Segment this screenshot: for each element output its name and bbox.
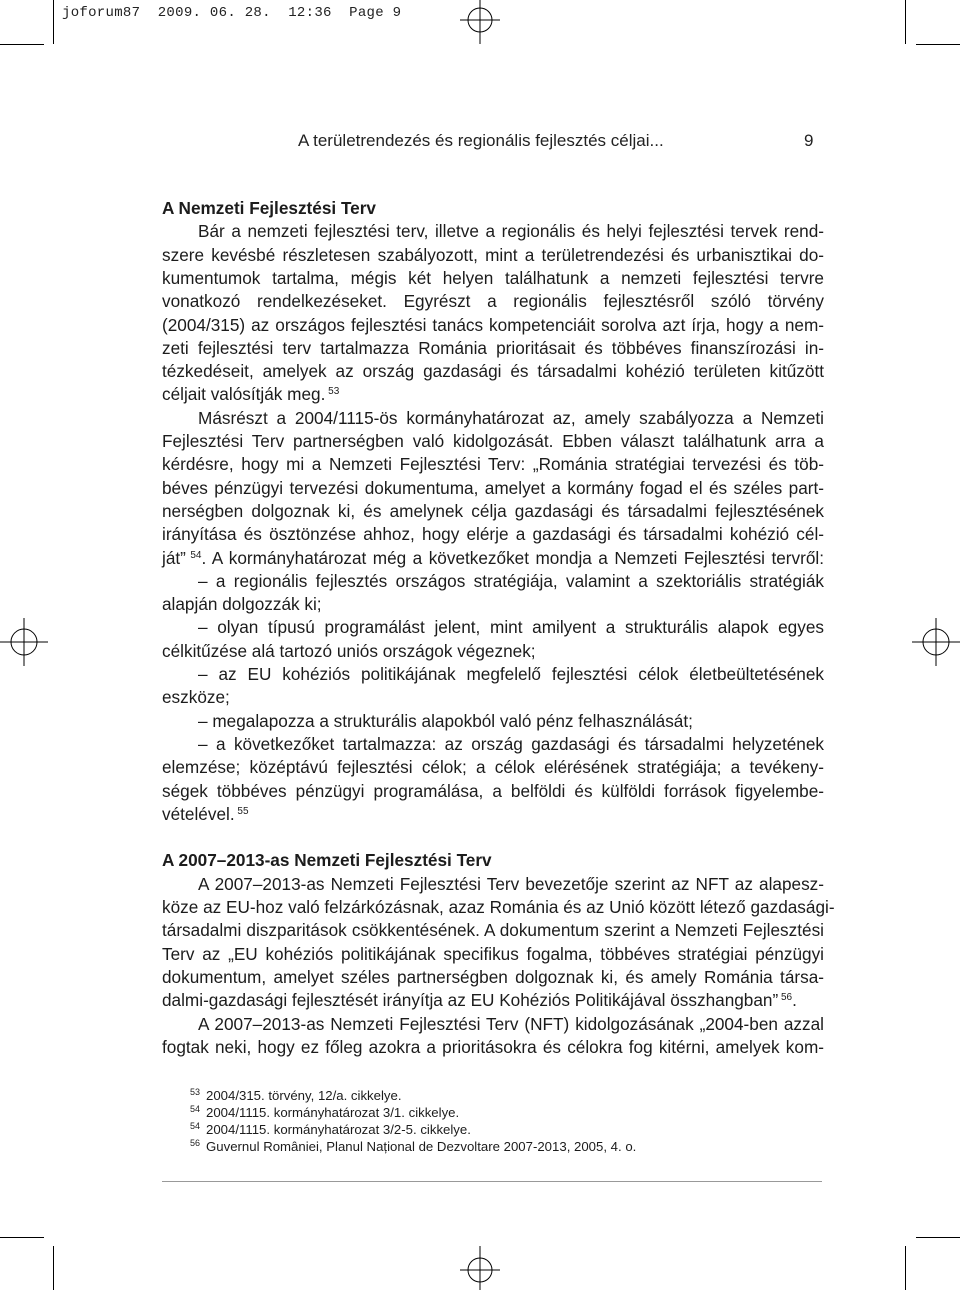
page-number: 9 [804, 131, 814, 150]
footnote-number: 56 [190, 1138, 201, 1148]
text-line [162, 639, 824, 663]
footnote-number: 54 [190, 1121, 201, 1131]
text-line [162, 685, 824, 709]
text-line [162, 802, 824, 826]
footnote-text: 2004/1115. kormányhatározat 3/2-5. cikkelye. [206, 1122, 471, 1137]
text-line [162, 779, 824, 803]
line-text: kumentumok tartalma, mégis két helyen találhatunk a nemzeti fejlesztési tervre [162, 267, 824, 288]
line-text: tézkedéseit, amelyek az ország gazdasági és társadalmi kohézió területen kitűzött [162, 361, 824, 382]
line-text-tail: . [792, 990, 797, 1011]
line-text: A Nemzeti Fejlesztési Terv [162, 198, 376, 218]
line-text: – a következőket tartalmazza: az ország gazdasági és társadalmi helyzetének [198, 733, 824, 754]
text-line [162, 476, 824, 500]
text-line [162, 755, 824, 779]
line-text: zeti fejlesztési terv tartalmazza Románia prioritásait és többéves finanszírozási in- [162, 337, 824, 358]
text-line [162, 289, 824, 313]
line-text: A 2007–2013-as Nemzeti Fejlesztési Terv [162, 850, 492, 871]
line-text: céljait valósítják meg. [162, 384, 326, 405]
line-text: A 2007–2013-as Nemzeti Fejlesztési Terv bevezetője szerint az NFT az alapesz- [198, 873, 824, 894]
text-line [162, 592, 824, 616]
crop-mark-top-left-vertical [53, 0, 54, 44]
text-line [162, 825, 824, 849]
footnote [190, 1122, 471, 1138]
line-text: köze az EU-hoz való felzárkózásnak, azaz Románia és az Unió között létező gazdasági- [162, 897, 835, 917]
line-text: dokumentum, amelyet széles partnerségben dolgoznak ki, és amely Románia társa- [162, 966, 824, 987]
text-line [162, 219, 824, 243]
footnote-reference[interactable]: 54 [185, 549, 202, 561]
text-line [162, 709, 824, 733]
line-text: vételével. [162, 803, 235, 824]
crop-mark-bottom-right-vertical [905, 1246, 906, 1290]
registration-mark-right [912, 618, 960, 666]
text-line [162, 266, 824, 290]
footnote-text: Guvernul României, Planul Național de Dezvoltare 2007-2013, 2005, 4. o. [206, 1139, 637, 1154]
text-line [162, 942, 824, 966]
footnote-text: 2004/1115. kormányhatározat 3/1. cikkelye. [206, 1105, 460, 1120]
text-line [162, 336, 824, 360]
line-text: kérdésre, hogy mi a Nemzeti Fejlesztési Terv: „Románia stratégiai tervezési és töb- [162, 454, 824, 475]
crop-mark-top-right-horizontal [916, 44, 960, 45]
text-line [162, 569, 824, 593]
crop-mark-bottom-left-vertical [53, 1246, 54, 1290]
line-text: A 2007–2013-as Nemzeti Fejlesztési Terv (NFT) kidolgozásának „2004-ben azzal [198, 1013, 824, 1034]
line-text: – a regionális fejlesztés országos stratégiája, valamint a szektoriális stratégiák [198, 570, 824, 591]
text-line [162, 546, 824, 570]
line-text: Fejlesztési Terv partnerségben való kidolgozását. Ebben választ találhatunk arra a [162, 431, 824, 451]
footnote-reference[interactable]: 56 [778, 992, 793, 1004]
line-text: vonatkozó rendelkezéseket. Egyrészt a regionális fejlesztésről szóló törvény [162, 291, 824, 312]
footnote-reference[interactable]: 53 [325, 386, 340, 398]
text-line [162, 429, 824, 453]
running-title: A területrendezés és regionális fejlesztés céljai... [298, 131, 664, 150]
line-text: ségek többéves pénzügyi programálása, a belföldi és külföldi források figyelembe- [162, 780, 824, 801]
text-line [162, 359, 824, 383]
text-line [162, 615, 824, 639]
footnote [190, 1139, 636, 1155]
line-text-tail: . A kormányhatározat még a következőket mondja a Nemzeti Fejlesztési tervről: [201, 547, 824, 568]
body-text [162, 196, 835, 1076]
line-text: szere kevésbé részletesen szabályozott, mint a területrendezési és urbanisztikai do- [162, 244, 824, 265]
text-line [162, 382, 824, 406]
section-heading [162, 196, 824, 220]
text-line [162, 988, 824, 1012]
registration-mark-bottom [460, 1246, 500, 1290]
text-line [162, 1012, 824, 1036]
text-line [162, 522, 824, 546]
text-line [162, 243, 824, 267]
line-text: társadalmi diszparitások csökkentésének. A dokumentum szerint a Nemzeti Fejlesztési [162, 920, 824, 941]
line-text: Terv az „EU kohéziós politikájának specifikus fogalma, többéves stratégiai pénzügyi [162, 943, 824, 964]
line-text: (2004/315) az országos fejlesztési tanács kompetenciáit sorolva azt írja, hogy a nem- [162, 314, 824, 335]
section-heading [162, 848, 824, 872]
crop-mark-top-right-vertical [905, 0, 906, 44]
crop-mark-bottom-left-horizontal [0, 1237, 44, 1238]
text-line [162, 732, 824, 756]
line-text: alapján dolgozzák ki; [162, 594, 322, 615]
text-line [162, 406, 824, 430]
line-text: eszköze; [162, 687, 230, 708]
line-text: irányítása és ösztönzése ahhoz, hogy elérje a gazdasági és társadalmi kohézió cél- [162, 524, 824, 545]
text-line [162, 872, 824, 896]
line-text: célkitűzése alá tartozó uniós országok végeznek; [162, 640, 536, 661]
line-text: – az EU kohéziós politikájának megfelelő fejlesztési célok életbeültetésének [198, 664, 824, 684]
footnote-number: 54 [190, 1104, 201, 1114]
text-line [162, 313, 824, 337]
footnote-reference[interactable]: 55 [234, 805, 249, 817]
line-text: dalmi-gazdasági fejlesztését irányítja az EU Kohéziós Politikájával összhangban” [162, 990, 779, 1011]
line-text: Bár a nemzeti fejlesztési terv, illetve a regionális és helyi fejlesztési tervek rend- [198, 221, 824, 242]
footnote-number: 53 [190, 1087, 201, 1097]
text-line [162, 662, 824, 686]
print-slug: joforum87 2009. 06. 28. 12:36 Page 9 [62, 5, 402, 21]
registration-mark-top [460, 0, 500, 44]
line-text: – megalapozza a strukturális alapokból való pénz felhasználását; [198, 710, 693, 731]
line-text: fogtak neki, hogy ez főleg azokra a prioritásokra és célokra fog kitérni, amelyek kom- [162, 1036, 824, 1057]
text-line [162, 965, 824, 989]
footnote-text: 2004/315. törvény, 12/a. cikkelye. [206, 1088, 402, 1103]
crop-mark-top-left-horizontal [0, 44, 44, 45]
line-text: béves pénzügyi tervezési dokumentuma, amelyet a kormány fogad el és széles part- [162, 477, 824, 498]
text-line [162, 918, 824, 942]
footnote [190, 1088, 402, 1104]
registration-mark-left [0, 618, 48, 666]
line-text: elemzése; középtávú fejlesztési célok; a célok elérésének stratégiája; a tevékeny- [162, 757, 824, 778]
text-line [162, 452, 824, 476]
line-text: Másrészt a 2004/1115-ös kormányhatározat az, amely szabályozza a Nemzeti [198, 407, 824, 428]
text-line [162, 1035, 824, 1059]
bottom-rule [162, 1181, 822, 1182]
crop-mark-bottom-right-horizontal [916, 1237, 960, 1238]
text-line [162, 895, 835, 919]
line-text: – olyan típusú programálást jelent, mint amilyent a strukturális alapok egyes [198, 617, 824, 638]
footnote [190, 1105, 459, 1121]
line-text: ját” [162, 547, 186, 568]
text-line [162, 499, 824, 523]
line-text: nerségben dolgoznak ki, és amelynek célja gazdasági és társadalmi fejlesztésének [162, 500, 824, 521]
